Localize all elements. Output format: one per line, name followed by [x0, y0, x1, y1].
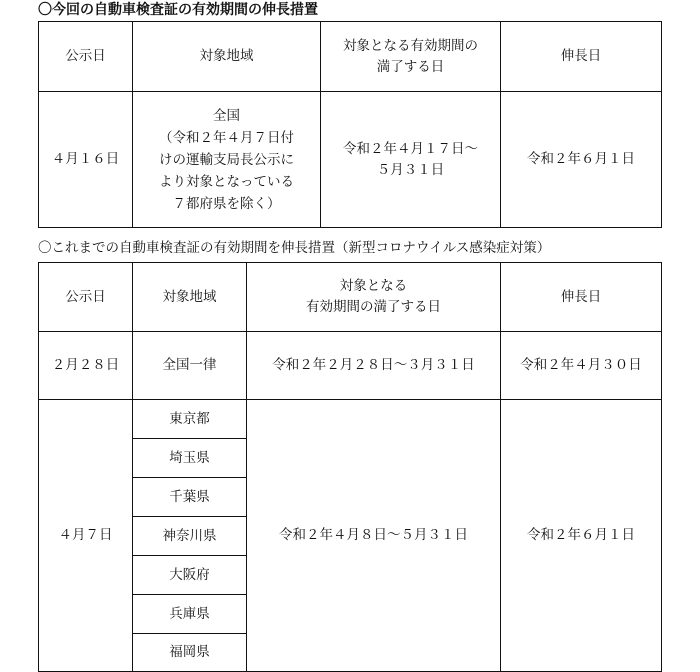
previous-measures-table — [38, 262, 662, 672]
cell-region-prefecture: 埼玉県 — [133, 439, 247, 478]
header-extension: 伸長日 — [501, 263, 662, 332]
header-period-line1: 対象となる — [339, 278, 408, 294]
table-row — [39, 400, 662, 439]
header-extension: 伸長日 — [501, 22, 662, 92]
cell-date: ２月２８日 — [39, 332, 133, 400]
period-line1: 令和２年４月１７日〜 — [343, 140, 478, 157]
cell-region-prefecture: 千葉県 — [133, 478, 247, 517]
cell-extension: 令和２年４月３０日 — [501, 332, 662, 400]
region-line: けの運輸支局長公示に — [159, 151, 294, 168]
region-line: ７都府県を除く） — [172, 195, 281, 212]
cell-extension: 令和２年６月１日 — [501, 400, 662, 672]
cell-period: 令和２年４月８日〜５月３１日 — [247, 400, 501, 672]
cell-date: ４月１６日 — [39, 92, 133, 228]
cell-region-prefecture: 福岡県 — [133, 634, 247, 672]
previous-measures-heading: 〇これまでの自動車検査証の有効期間を伸長措置（新型コロナウイルス感染症対策） — [38, 240, 551, 256]
header-period — [321, 22, 501, 92]
cell-extension: 令和２年６月１日 — [501, 92, 662, 228]
cell-region-prefecture: 大阪府 — [133, 556, 247, 595]
cell-region-prefecture: 東京都 — [133, 400, 247, 439]
header-date: 公示日 — [39, 22, 133, 92]
cell-date: ４月７日 — [39, 400, 133, 672]
table-header-row — [39, 22, 662, 92]
cell-period — [321, 92, 501, 228]
header-period-line2: 有効期間の満了する日 — [306, 299, 441, 315]
region-line: （令和２年４月７日付 — [159, 129, 294, 146]
cell-region: 全国一律 — [133, 332, 247, 400]
region-line: 全国 — [213, 107, 240, 124]
header-period-line2: 満了する日 — [376, 58, 445, 75]
table-row — [39, 332, 662, 400]
table-header-row — [39, 263, 662, 332]
period-line2: ５月３１日 — [376, 161, 445, 178]
header-period — [247, 263, 501, 332]
header-region: 対象地域 — [133, 22, 321, 92]
cell-region — [133, 92, 321, 228]
header-date: 公示日 — [39, 263, 133, 332]
current-measure-table — [38, 21, 662, 228]
cell-region-prefecture: 兵庫県 — [133, 595, 247, 634]
table-row — [39, 92, 662, 228]
current-measure-heading: 〇今回の自動車検査証の有効期間の伸長措置 — [38, 2, 318, 18]
region-line: より対象となっている — [159, 173, 294, 190]
header-period-line1: 対象となる有効期間の — [343, 37, 478, 54]
header-region: 対象地域 — [133, 263, 247, 332]
cell-period: 令和２年２月２８日〜３月３１日 — [247, 332, 501, 400]
cell-region-prefecture: 神奈川県 — [133, 517, 247, 556]
